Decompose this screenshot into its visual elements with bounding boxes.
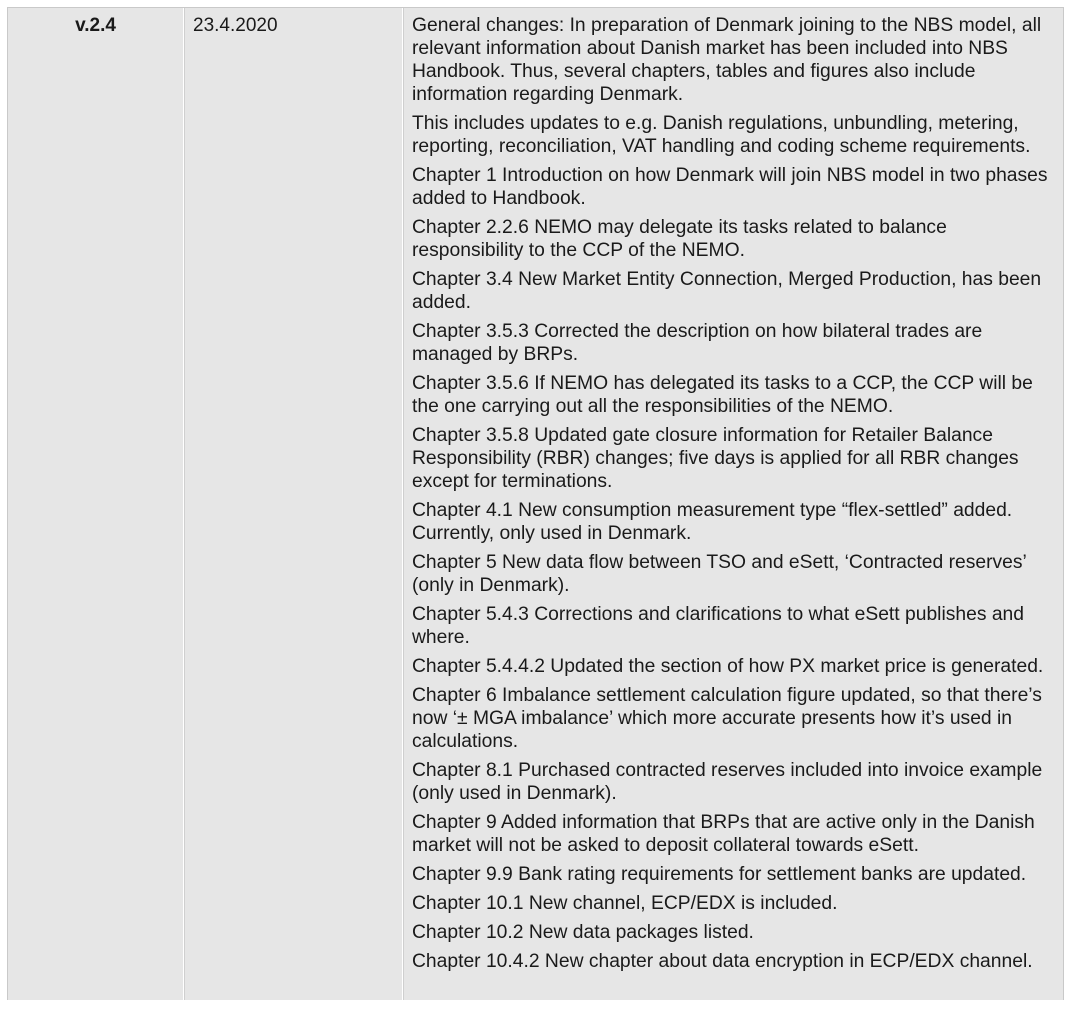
version-label: v.2.4 [75,15,116,36]
change-item: Chapter 10.2 New data packages listed. [412,922,754,943]
change-item: Chapter 8.1 Purchased contracted reserves included into invoice example (only used in Denmark). [412,760,1043,804]
change-item: Chapter 3.5.8 Updated gate closure information for Retailer Balance Responsibility (RBR) changes; five days is applied for all RBR changes except for terminations. [412,425,1019,492]
change-item: Chapter 3.4 New Market Entity Connection, Merged Production, has been added. [412,269,1042,313]
change-item: Chapter 4.1 New consumption measurement type “flex-settled” added. Currently, only used in Denmark. [412,500,1013,544]
changes-cell [403,8,1063,1000]
change-item: Chapter 9.9 Bank rating requirements for settlement banks are updated. [412,864,1027,885]
date-cell [184,8,403,1000]
change-item: Chapter 3.5.6 If NEMO has delegated its tasks to a CCP, the CCP will be the one carrying out all the responsibilities of the NEMO. [412,373,1033,417]
change-item: Chapter 3.5.3 Corrected the description on how bilateral trades are managed by BRPs. [412,321,983,365]
version-cell [8,8,184,1000]
change-item: Chapter 6 Imbalance settlement calculation figure updated, so that there’s now ‘± MGA imbalance’ which more accurate presents how it’s used in calculations. [412,685,1042,752]
date-label: 23.4.2020 [193,15,278,36]
change-item: This includes updates to e.g. Danish regulations, unbundling, metering, reporting, reconciliation, VAT handling and coding scheme requirements. [412,113,1031,157]
change-item: Chapter 10.1 New channel, ECP/EDX is included. [412,893,838,914]
change-item: General changes: In preparation of Denmark joining to the NBS model, all relevant information about Danish market has been included into NBS Handbook. Thus, several chapters, tables and figures also include information regarding Denmark. [412,15,1042,105]
change-item: Chapter 1 Introduction on how Denmark will join NBS model in two phases added to Handbook. [412,165,1048,209]
change-item: Chapter 5 New data flow between TSO and eSett, ‘Contracted reserves’ (only in Denmark). [412,552,1027,596]
change-item: Chapter 5.4.4.2 Updated the section of how PX market price is generated. [412,656,1044,677]
change-item: Chapter 9 Added information that BRPs that are active only in the Danish market will not be asked to deposit collateral towards eSett. [412,812,1035,856]
change-item: Chapter 10.4.2 New chapter about data encryption in ECP/EDX channel. [412,951,1033,972]
change-item: Chapter 2.2.6 NEMO may delegate its tasks related to balance responsibility to the CCP of the NEMO. [412,217,947,261]
change-item: Chapter 5.4.3 Corrections and clarifications to what eSett publishes and where. [412,604,1024,648]
change-log-table [7,7,1064,1000]
